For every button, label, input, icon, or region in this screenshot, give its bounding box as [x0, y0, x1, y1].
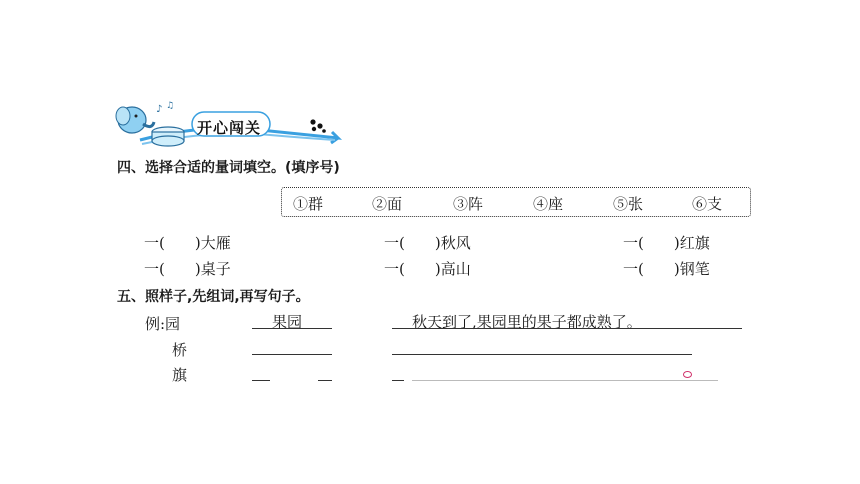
blank-item-qiufeng: 一( )秋风	[384, 234, 471, 252]
qi-word-answer-line-left[interactable]	[252, 380, 270, 381]
blank-item-dayan: 一( )大雁	[144, 234, 231, 252]
example-word-line	[252, 328, 332, 329]
qiao-word-answer-line[interactable]	[252, 354, 332, 355]
qiao-sentence-answer-line[interactable]	[392, 354, 692, 355]
option-3: ③阵	[453, 195, 484, 213]
svg-text:♫: ♫	[166, 101, 175, 111]
blank-item-hongqi: 一( )红旗	[623, 234, 710, 252]
option-2: ②面	[372, 195, 403, 213]
measure-word-options-box	[281, 187, 751, 217]
qi-sentence-answer-line[interactable]	[412, 380, 718, 381]
option-1: ①群	[293, 195, 324, 213]
qi-word-answer-line-right[interactable]	[318, 380, 332, 381]
option-5: ⑤张	[613, 195, 644, 213]
example-label: 例:园	[145, 315, 181, 333]
char-qiao: 桥	[172, 341, 188, 359]
example-word: 果园	[272, 313, 303, 331]
example-sentence: 秋天到了,果园里的果子都成熟了。	[412, 313, 642, 331]
section4-heading: 四、选择合适的量词填空。(填序号)	[117, 160, 340, 176]
svg-text:♪: ♪	[156, 104, 163, 115]
blank-item-zhuozi: 一( )桌子	[144, 260, 231, 278]
blank-item-gaoshan: 一( )高山	[384, 260, 471, 278]
qi-sentence-answer-line-start[interactable]	[392, 380, 404, 381]
period-mark-icon	[683, 371, 692, 378]
example-sentence-line	[392, 328, 742, 329]
section5-heading: 五、照样子,先组词,再写句子。	[117, 289, 310, 305]
banner-title: 开心闯关	[197, 119, 262, 137]
char-qi: 旗	[172, 366, 188, 384]
blank-item-gangbi: 一( )钢笔	[623, 260, 710, 278]
option-6: ⑥支	[692, 195, 723, 213]
option-4: ④座	[533, 195, 564, 213]
